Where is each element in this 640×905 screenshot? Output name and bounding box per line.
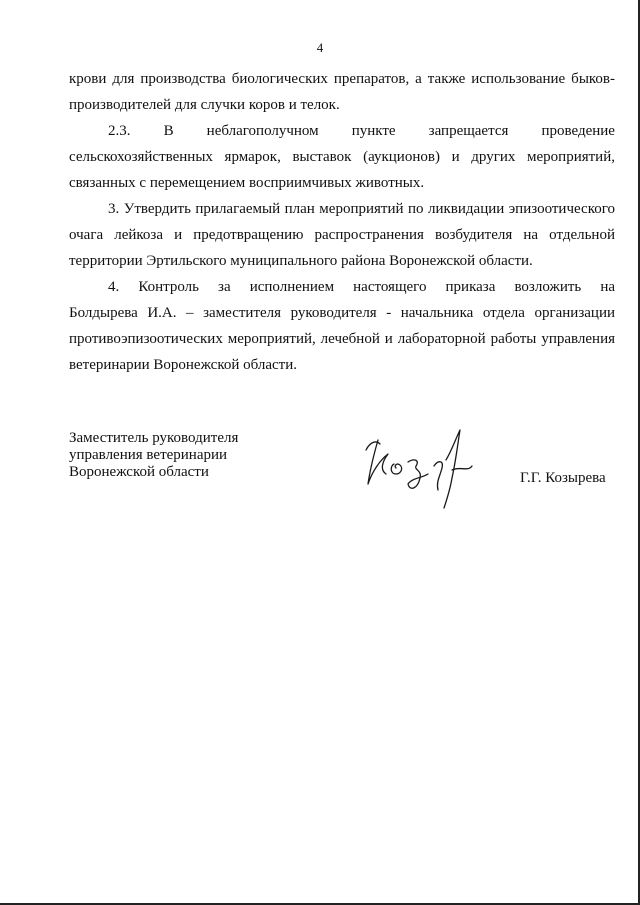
- signatory-name: Г.Г. Козырева: [520, 470, 606, 486]
- handwritten-signature: [360, 420, 490, 510]
- paragraph-2-3-first-line: [69, 118, 615, 144]
- word: Контроль: [138, 279, 199, 295]
- position-line: управления ветеринарии: [69, 447, 228, 463]
- paragraph-blood-usage: крови для производства биологических препаратов, а также использование быков-производителей для случки коров и телок.: [69, 71, 615, 113]
- position-line: Заместитель руководителя: [69, 430, 239, 446]
- position-line: Воронежской области: [69, 464, 209, 480]
- word: возложить: [514, 279, 582, 295]
- word: настоящего: [353, 279, 427, 295]
- document-body: [69, 66, 615, 378]
- paragraph-4-rest: Болдырева И.А. – заместителя руководителя - начальника отдела организации противоэпизоотических мероприятий, лечебной и лабораторной работы управления ветеринарии Воронежской области.: [69, 305, 615, 373]
- word: за: [218, 279, 231, 295]
- word: неблагополучном: [206, 123, 319, 139]
- paragraph-2-3-rest: сельскохозяйственных ярмарок, выставок (аукционов) и других мероприятий, связанных с перемещением восприимчивых животных.: [69, 149, 615, 191]
- word: В: [163, 123, 174, 139]
- paragraph-3-approve-plan: 3. Утвердить прилагаемый план мероприятий по ликвидации эпизоотического очага лейкоза и предотвращению распространения возбудителя на отдельной территории Эртильского муниципального района Воронежской области.: [69, 201, 615, 269]
- word: пункте: [351, 123, 396, 139]
- word: на: [600, 279, 615, 295]
- paragraph-4: [69, 274, 615, 378]
- paragraph-2-3: [69, 118, 615, 196]
- word: проведение: [541, 123, 615, 139]
- page-number: 4: [316, 40, 324, 55]
- paragraph-4-first-line: [69, 274, 615, 300]
- signatory-position: [69, 430, 238, 481]
- word: 2.3.: [108, 123, 131, 139]
- word: исполнением: [249, 279, 335, 295]
- word: 4.: [108, 279, 120, 295]
- word: запрещается: [428, 123, 509, 139]
- word: приказа: [445, 279, 496, 295]
